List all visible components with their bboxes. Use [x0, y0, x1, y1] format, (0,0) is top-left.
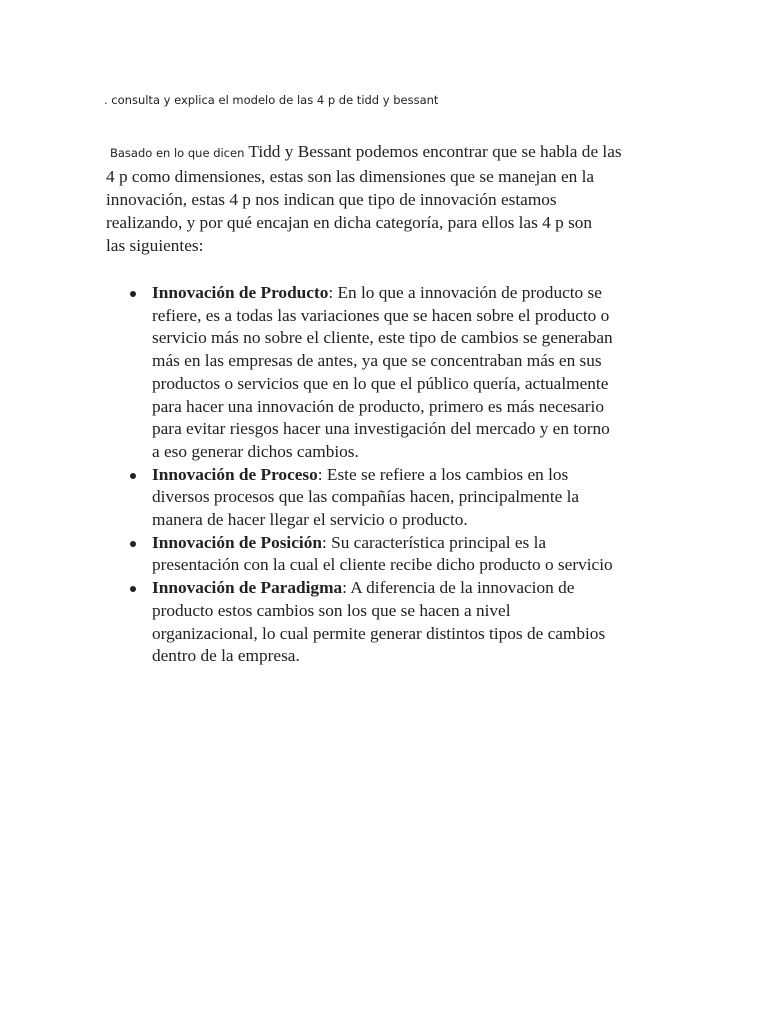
bullet-icon [130, 586, 136, 592]
item-line [152, 532, 686, 555]
item-line: diversos procesos que las compañías hacen, principalmente la [152, 487, 580, 507]
item-line: presentación con la cual el cliente recibe dicho producto o servicio [152, 555, 613, 575]
intro-line-3: innovación, estas 4 p nos indican que tipo de innovación estamos [106, 190, 557, 209]
item-text: : A diferencia de la innovacion de [342, 578, 575, 598]
item-line: refiere, es a todas las variaciones que se hacen sobre el producto o [152, 305, 610, 325]
intro-line-1 [106, 140, 686, 165]
item-line: para hacer una innovación de producto, primero es más necesario [152, 396, 605, 416]
list-item-paradigma [126, 577, 686, 668]
bullet-icon [130, 291, 136, 297]
item-line: dentro de la empresa. [152, 646, 300, 666]
list-item-posicion [126, 532, 686, 577]
intro-paragraph [106, 140, 686, 257]
item-text: : Este se refiere a los cambios en los [317, 464, 569, 484]
item-line [152, 464, 686, 487]
item-line: a eso generar dichos cambios. [152, 441, 359, 461]
intro-line-1-text: Tidd y Bessant podemos encontrar que se habla de las [248, 142, 622, 161]
bullet-icon [130, 541, 136, 547]
item-title: Innovación de Posición [152, 532, 322, 552]
item-text: : Su característica principal es la [321, 532, 547, 552]
item-line: más en las empresas de antes, ya que se concentraban más en sus [152, 351, 602, 371]
item-line: para evitar riesgos hacer una investigación del mercado y en torno [152, 419, 610, 439]
item-title: Innovación de Proceso [152, 464, 318, 484]
intro-line-2: 4 p como dimensiones, estas son las dimensiones que se manejan en la [106, 167, 595, 186]
item-line: productos o servicios que en lo que el público quería, actualmente [152, 373, 609, 393]
list-item-proceso [126, 464, 686, 532]
item-line [152, 282, 686, 305]
intro-lead: Basado en lo que dicen [110, 146, 245, 160]
item-text: : En lo que a innovación de producto se [328, 283, 602, 302]
list-item-producto [126, 282, 686, 464]
item-line: servicio más no sobre el cliente, este tipo de cambios se generaban [152, 328, 613, 348]
intro-line-5: las siguientes: [106, 236, 204, 255]
item-title: Innovación de Producto [152, 283, 329, 302]
innovation-list [126, 282, 686, 668]
item-line: organizacional, lo cual permite generar distintos tipos de cambios [152, 623, 606, 643]
item-line [152, 577, 686, 600]
item-line: manera de hacer llegar el servicio o producto. [152, 510, 468, 530]
intro-line-4: realizando, y por qué encajan en dicha categoría, para ellos las 4 p son [106, 213, 593, 232]
item-title: Innovación de Paradigma [152, 578, 343, 598]
question-heading: . consulta y explica el modelo de las 4 p de tidd y bessant [104, 93, 439, 107]
item-line: producto estos cambios son los que se hacen a nivel [152, 600, 511, 620]
bullet-icon [130, 473, 136, 479]
